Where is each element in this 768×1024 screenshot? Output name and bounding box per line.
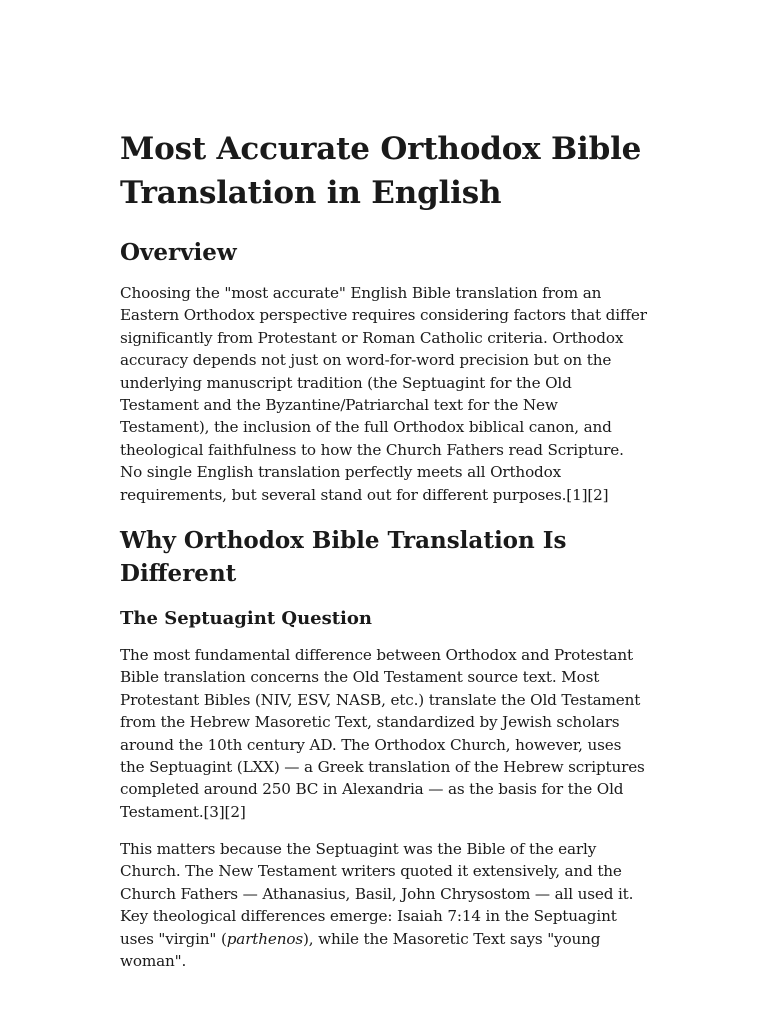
section-heading-overview: Overview — [120, 239, 237, 266]
paragraph-text: ), while the Masoretic Text says "young woman". — [120, 929, 601, 971]
septuagint-paragraph-1: The most fundamental difference between Orthodox and Protestant Bible translation concerns the Old Testament source text. Most Protestant Bibles (NIV, ESV, NASB, etc.) translate the Old Testament from the Hebrew Masoretic Text, standardized by Jewish scholars around the 10th century AD. The Orthodox Church, however, uses the Septuagint (LXX) — a Greek translation of the Hebrew scriptures completed around 250 BC in Alexandria — as the basis for the Old Testament.[3][2] — [120, 646, 645, 821]
page-title: Most Accurate Orthodox Bible Translation in English — [120, 131, 642, 211]
subheading-septuagint-question: The Septuagint Question — [120, 608, 372, 629]
septuagint-paragraph-2 — [120, 838, 650, 972]
overview-paragraph: Choosing the "most accurate" English Bible translation from an Eastern Orthodox perspective requires considering factors that differ significantly from Protestant or Roman Catholic criteria. Orthodox accuracy depends not just on word-for-word precision but on the underlying manuscript tradition (the Septuagint for the Old Testament and the Byzantine/Patriarchal text for the New Testament), the inclusion of the full Orthodox biblical canon, and theological faithfulness to how the Church Fathers read Scripture. No single English translation perfectly meets all Orthodox requirements, but several stand out for different purposes.[1][2] — [120, 284, 647, 504]
italic-term: parthenos — [226, 929, 303, 948]
paragraph-text: This matters because the Septuagint was the Bible of the early Church. The New Testament writers quoted it extensively, and the Church Fathers — Athanasius, Basil, John Chrysostom — all used it. Key theological differences emerge: Isaiah 7:14 in the Septuagint uses "virgin" ( — [120, 840, 634, 948]
section-heading-why-different: Why Orthodox Bible Translation Is Different — [120, 527, 567, 587]
